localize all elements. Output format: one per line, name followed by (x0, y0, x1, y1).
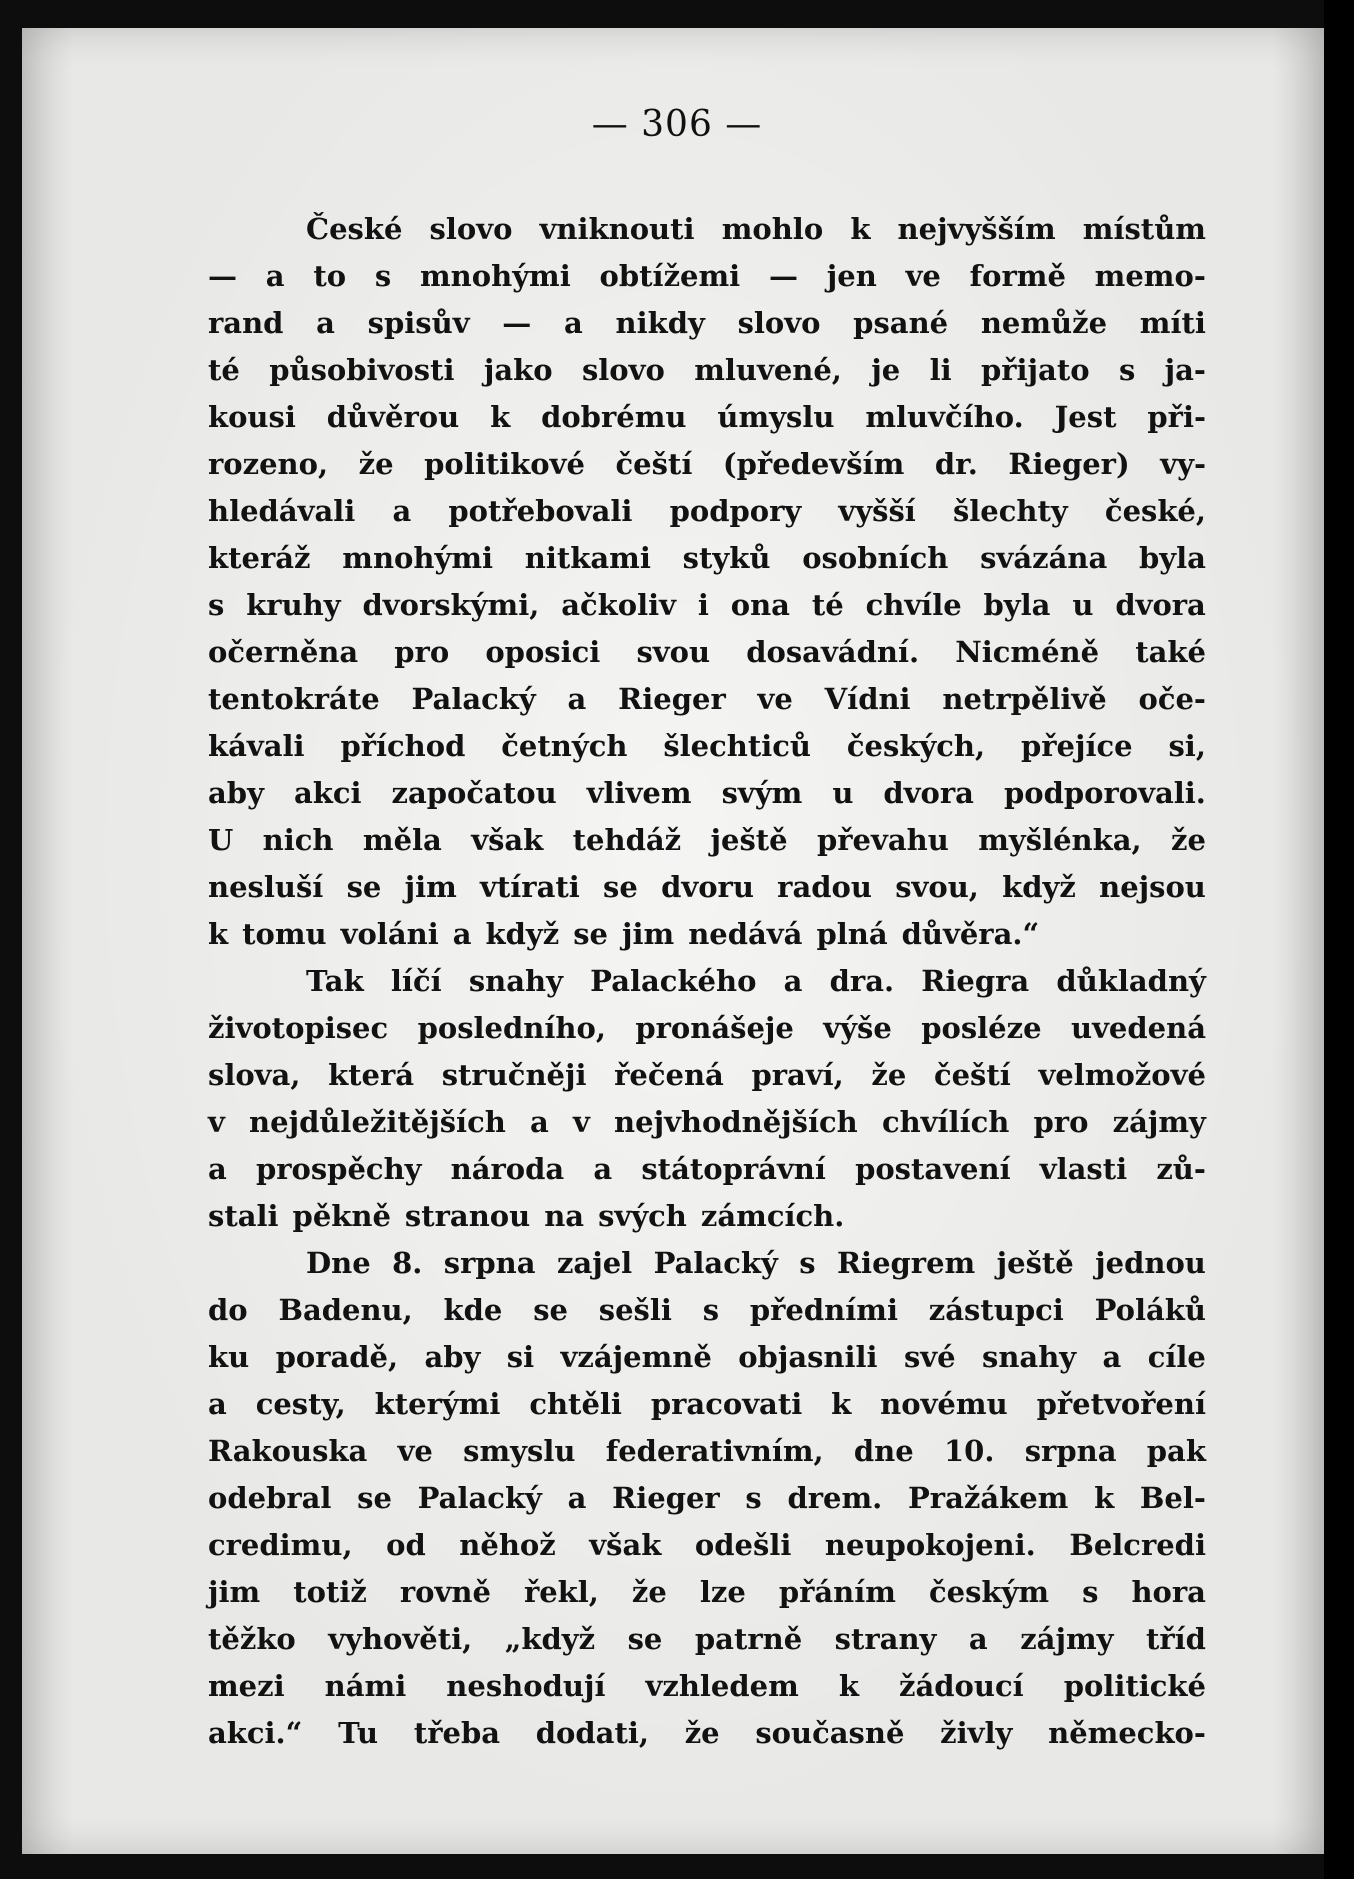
text-line: do Badenu, kde se sešli s předními zástupci Poláků (208, 1293, 1206, 1327)
text-line: hledávali a potřebovali podpory vyšší šlechty české, (208, 494, 1206, 528)
page-number: — 306 — (591, 104, 763, 145)
text-line: Tak líčí snahy Palackého a dra. Riegra důkladný (306, 964, 1206, 998)
text-line: slova, která stručněji řečená praví, že čeští velmožové (208, 1058, 1206, 1092)
text-line: nesluší se jim vtírati se dvoru radou svou, když nejsou (208, 870, 1206, 904)
text-line: credimu, od něhož však odešli neupokojeni. Belcredi (208, 1528, 1206, 1562)
text-line: těžko vyhověti, „když se patrně strany a zájmy tříd (208, 1622, 1206, 1656)
text-line: České slovo vniknouti mohlo k nejvyšším místům (306, 212, 1206, 246)
text-line: — a to s mnohými obtížemi — jen ve formě memo- (208, 259, 1206, 293)
text-line: odebral se Palacký a Rieger s drem. Pražákem k Bel- (208, 1481, 1206, 1515)
text-line: kávali příchod četných šlechticů českých, přejíce si, (208, 729, 1206, 763)
text-line: stali pěkně stranou na svých zámcích. (208, 1199, 845, 1233)
text-line: jim totiž rovně řekl, že lze přáním českým s hora (208, 1575, 1206, 1609)
text-line: k tomu voláni a když se jim nedává plná důvěra.“ (208, 917, 1040, 951)
text-line: s kruhy dvorskými, ačkoliv i ona té chvíle byla u dvora (208, 588, 1206, 622)
body-text (208, 206, 1206, 1757)
text-line: akci.“ Tu třeba dodati, že současně živly německo- (208, 1716, 1206, 1750)
text-line: Dne 8. srpna zajel Palacký s Riegrem ještě jednou (306, 1246, 1206, 1280)
text-line: a prospěchy národa a státoprávní postavení vlasti zů- (208, 1152, 1206, 1186)
text-line: kteráž mnohými nitkami styků osobních svázána byla (208, 541, 1206, 575)
text-line: a cesty, kterými chtěli pracovati k novému přetvoření (208, 1387, 1206, 1421)
text-line: aby akci započatou vlivem svým u dvora podporovali. (208, 776, 1206, 810)
text-line: Rakouska ve smyslu federativním, dne 10. srpna pak (208, 1434, 1206, 1468)
text-line: rozeno, že politikové čeští (především dr. Rieger) vy- (208, 447, 1206, 481)
text-line: U nich měla však tehdáž ještě převahu myšlénka, že (208, 823, 1206, 857)
text-line: té působivosti jako slovo mluvené, je li přijato s ja- (208, 353, 1206, 387)
text-line: tentokráte Palacký a Rieger ve Vídni netrpělivě oče- (208, 682, 1206, 716)
text-line: rand a spisův — a nikdy slovo psané nemůže míti (208, 306, 1206, 340)
text-line: očerněna pro oposici svou dosavádní. Nicméně také (208, 635, 1206, 669)
text-line: kousi důvěrou k dobrému úmyslu mluvčího. Jest při- (208, 400, 1206, 434)
text-line: mezi námi neshodují vzhledem k žádoucí politické (208, 1669, 1206, 1703)
scan-dark-edge (1324, 0, 1354, 1879)
text-line: životopisec posledního, pronášeje výše posléze uvedená (208, 1011, 1206, 1045)
text-line: ku poradě, aby si vzájemně objasnili své snahy a cíle (208, 1340, 1206, 1374)
text-line: v nejdůležitějších a v nejvhodnějších chvílích pro zájmy (208, 1105, 1206, 1139)
